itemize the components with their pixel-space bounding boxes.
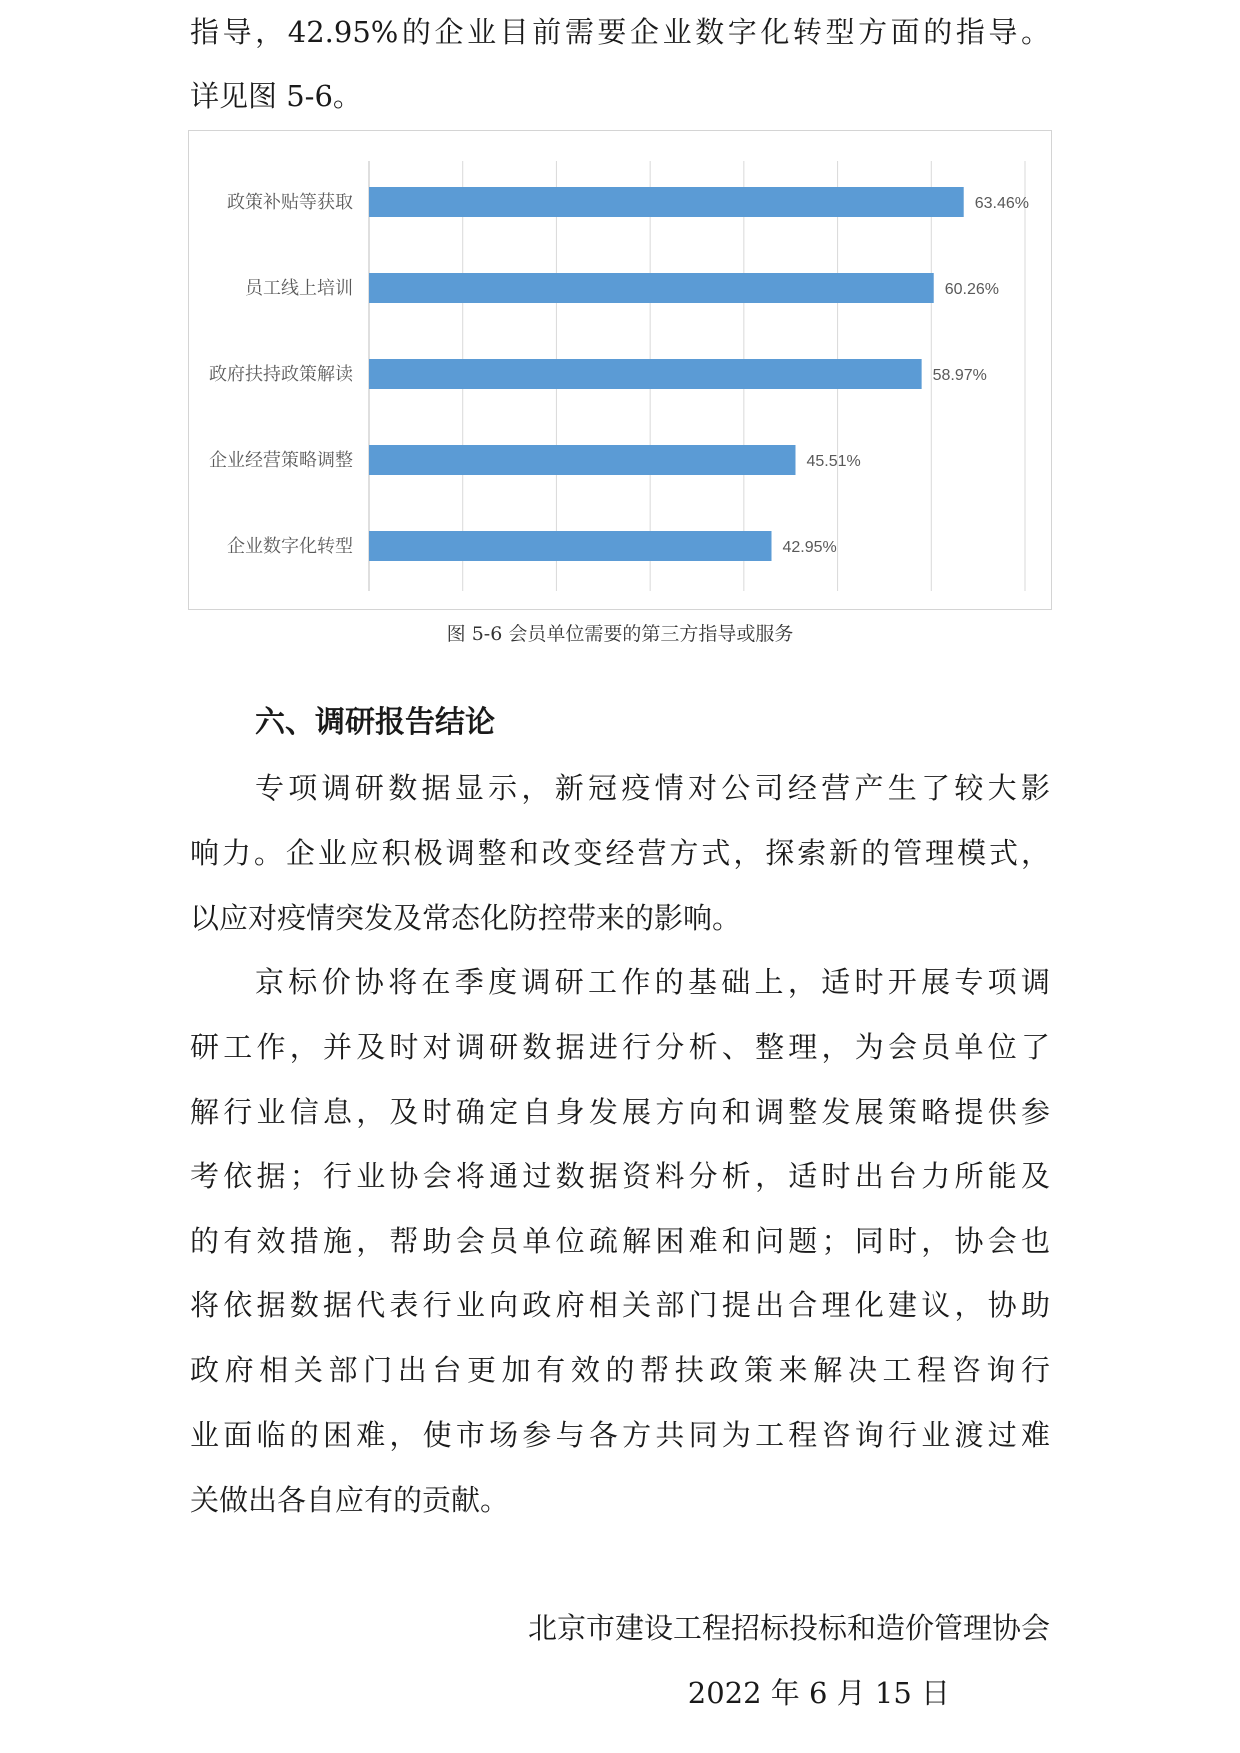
bar-chart	[188, 130, 1052, 610]
data-label: 42.95%	[782, 539, 837, 556]
intro-line-1: 指导，42.95%的企业目前需要企业数字化转型方面的指导。	[190, 15, 1050, 49]
p1-line-3: 以应对疫情突发及常态化防控带来的影响。	[190, 901, 742, 935]
bar	[369, 359, 922, 389]
p2-line-3: 解行业信息，及时确定自身发展方向和调整发展策略提供参	[190, 1095, 1050, 1129]
bar	[369, 187, 964, 217]
signature-date: 2022 年 6 月 15 日	[687, 1676, 950, 1710]
category-label: 员工线上培训	[245, 278, 353, 299]
p1-line-2: 响力。企业应积极调整和改变经营方式，探索新的管理模式，	[190, 836, 1050, 870]
p2-line-8: 业面临的困难，使市场参与各方共同为工程咨询行业渡过难	[190, 1418, 1050, 1452]
bar	[369, 273, 934, 303]
figure-caption: 图 5-6 会员单位需要的第三方指导或服务	[446, 623, 794, 645]
category-label: 企业经营策略调整	[209, 450, 353, 471]
bar-chart-svg	[189, 131, 1053, 611]
p2-line-4: 考依据；行业协会将通过数据资料分析，适时出台力所能及	[190, 1159, 1050, 1193]
p1-line-1: 专项调研数据显示，新冠疫情对公司经营产生了较大影	[255, 771, 1050, 805]
data-label: 63.46%	[974, 195, 1029, 212]
data-label: 58.97%	[932, 367, 987, 384]
section-heading: 六、调研报告结论	[255, 705, 495, 740]
signature-org: 北京市建设工程招标投标和造价管理协会	[527, 1611, 1050, 1645]
p2-line-2: 研工作，并及时对调研数据进行分析、整理，为会员单位了	[190, 1030, 1050, 1064]
p2-line-6: 将依据数据代表行业向政府相关部门提出合理化建议，协助	[190, 1288, 1050, 1322]
data-label: 45.51%	[806, 453, 861, 470]
category-label: 政府扶持政策解读	[209, 364, 353, 385]
p2-line-7: 政府相关部门出台更加有效的帮扶政策来解决工程咨询行	[190, 1353, 1050, 1387]
category-label: 政策补贴等获取	[227, 192, 353, 213]
bar	[369, 531, 772, 561]
data-label: 60.26%	[944, 281, 999, 298]
bar	[369, 445, 795, 475]
intro-line-2: 详见图 5-6。	[190, 79, 362, 113]
category-label: 企业数字化转型	[227, 536, 353, 557]
p2-line-9: 关做出各自应有的贡献。	[190, 1483, 510, 1517]
p2-line-5: 的有效措施，帮助会员单位疏解困难和问题；同时，协会也	[190, 1224, 1050, 1258]
p2-line-1: 京标价协将在季度调研工作的基础上，适时开展专项调	[255, 965, 1050, 999]
